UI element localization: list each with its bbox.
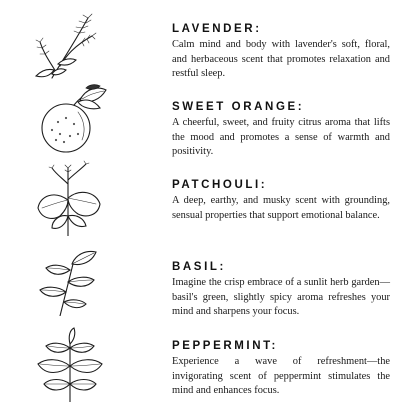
basil-sprig-icon <box>30 240 110 316</box>
peppermint-sprig-icon <box>30 326 110 402</box>
entry-description: Experience a wave of refreshment—the invigorating scent of peppermint stimulates the mind and enhances focus. <box>172 356 390 397</box>
entry-title: PEPPERMINT: <box>172 340 278 352</box>
entry-description: A deep, earthy, and musky scent with grounding, sensual properties that support emotional balance. <box>172 195 390 221</box>
entry-title: SWEET ORANGE: <box>172 101 305 113</box>
entry-description: Calm mind and body with lavender's soft, floral, and herbaceous scent that promotes relaxation and restful sleep. <box>172 39 390 80</box>
entry-title: LAVENDER: <box>172 23 262 35</box>
entry-title: PATCHOULI: <box>172 179 268 191</box>
entry-description: A cheerful, sweet, and fruity citrus aroma that lifts the mood and promotes a sense of warmth and positivity. <box>172 117 390 158</box>
entry-title: BASIL: <box>172 261 226 273</box>
orange-fruit-icon <box>30 82 110 158</box>
lavender-sprig-icon <box>30 6 110 82</box>
patchouli-plant-icon <box>30 160 110 236</box>
entry-description: Imagine the crisp embrace of a sunlit herb garden—basil's green, slightly spicy aroma refreshes your mind and sharpens your focus. <box>172 277 390 318</box>
